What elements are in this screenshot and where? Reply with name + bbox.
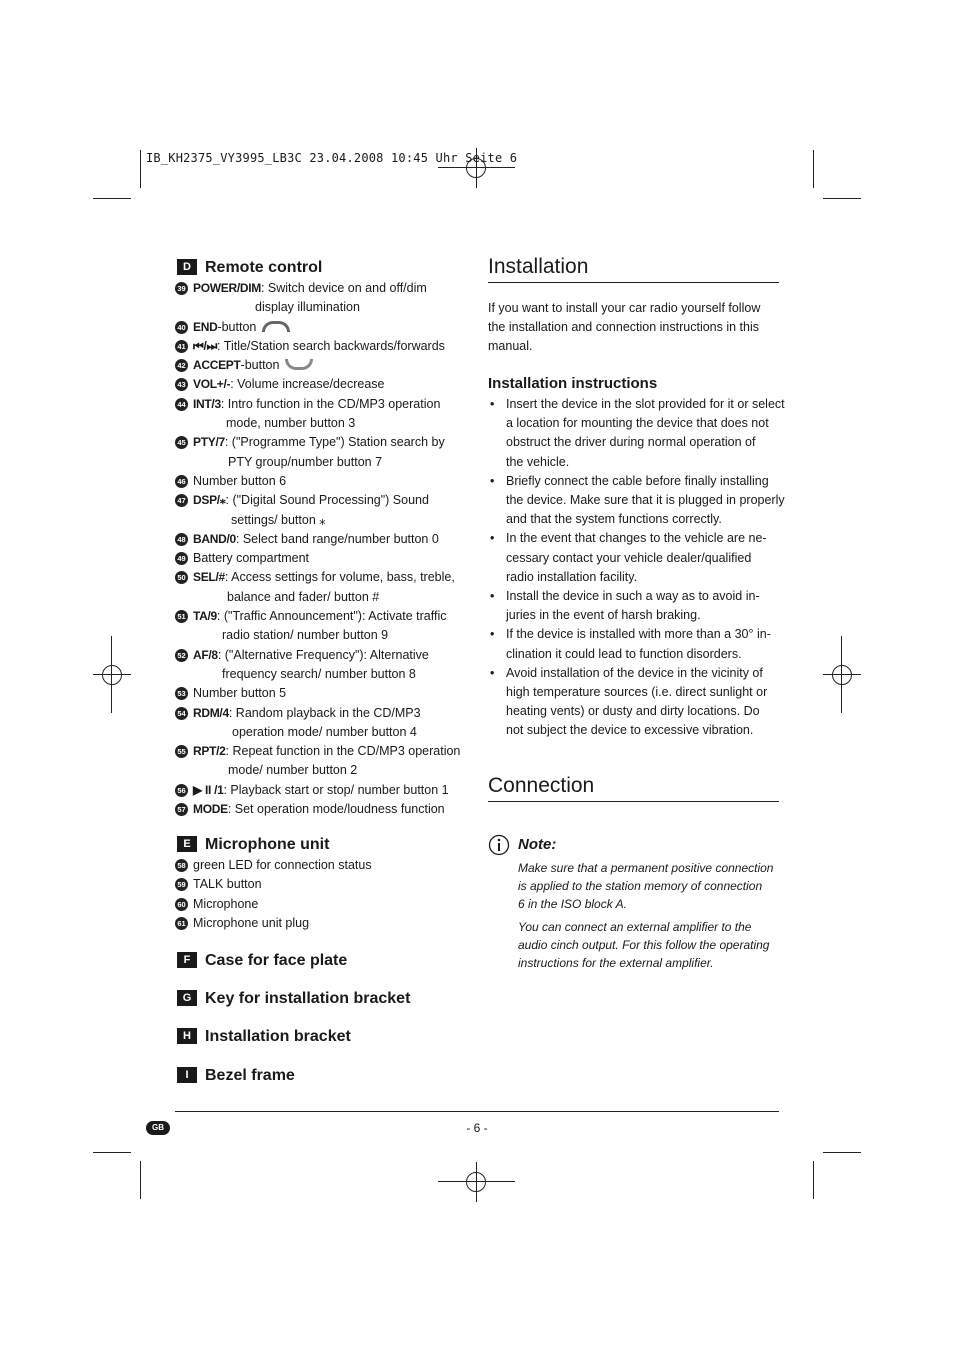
text-line: a location for mounting the device that does not [506,416,769,431]
list-item [175,491,475,510]
text-line: • If the device is installed with more than a 30° in- [488,625,779,644]
item-key: BAND/0 [193,531,236,546]
item-number: 40 [175,321,188,334]
bullet-item [488,529,779,587]
section-title: Bezel frame [205,1067,295,1084]
item-continuation: radio station/ number button 9 [222,628,389,643]
hang-up-phone-icon [262,321,290,332]
bullet-item [488,395,785,472]
item-number: 60 [175,898,188,911]
item-continuation: mode, number button 3 [226,416,356,431]
section-letter-h: H [177,1028,197,1044]
list-item [175,568,475,587]
item-number: 42 [175,359,188,372]
list-item [175,337,475,356]
item-text: : ("Digital Sound Processing") Sound [225,493,429,508]
section-title: Case for face plate [205,952,348,969]
list-item [175,875,475,894]
item-text: : Title/Station search backwards/forwards [217,338,445,353]
item-number: 50 [175,571,188,584]
item-number: 39 [175,282,188,295]
item-key: ⏮/⏭ [193,338,218,353]
item-text: : Set operation mode/loudness function [227,802,445,817]
installation-heading: Installation [488,255,589,278]
section-e-heading [177,836,329,854]
item-number: 58 [175,859,188,872]
text-line: radio installation facility. [506,569,638,584]
item-number: 51 [175,610,188,623]
list-item [175,472,475,491]
list-item [175,914,475,933]
text-line: Make sure that a permanent positive connection [518,861,774,875]
text-line: clination it could lead to function disorders. [506,646,742,661]
section-d-heading [177,259,322,277]
section-g-heading [177,990,410,1008]
item-number: 45 [175,436,188,449]
item-text: : Volume increase/decrease [230,377,385,392]
item-number: 54 [175,707,188,720]
microphone-list [175,856,475,933]
note-paragraph-1 [518,860,780,913]
section-letter-f: F [177,952,197,968]
item-key: AF/8 [193,647,218,662]
list-item [175,356,475,375]
text-line: juries in the event of harsh braking. [506,608,701,623]
item-continuation: settings/ button ⁎ [231,512,326,527]
section-letter-e: E [177,836,197,852]
item-key: VOL+/- [193,377,231,392]
item-key: END [193,319,218,334]
item-key: DSP/⁎ [193,493,226,508]
item-number: 59 [175,878,188,891]
list-item [175,607,475,626]
list-item [175,530,475,549]
installation-instructions-heading: Installation instructions [488,375,658,392]
text-line: heating vents) or dusty and dirty locations. Do [506,704,760,719]
section-f-heading [177,952,347,970]
item-text: : Select band range/number button 0 [235,531,439,546]
item-text: TALK button [193,877,262,892]
list-item [175,856,475,875]
connection-heading: Connection [488,774,595,797]
item-number: 46 [175,475,188,488]
text-line: You can connect an external amplifier to the [518,920,752,934]
item-text: : Random playback in the CD/MP3 [228,705,421,720]
section-i-heading [177,1067,295,1085]
item-text: Battery compartment [193,551,310,566]
item-text: : Playback start or stop/ number button 1 [223,782,449,797]
language-badge: GB [146,1121,170,1135]
bullet-item [488,472,785,530]
item-continuation: mode/ number button 2 [228,763,358,778]
item-continuation: balance and fader/ button # [227,589,380,604]
item-number: 53 [175,687,188,700]
installation-bullets [488,395,785,741]
bullet-item [488,664,779,741]
list-item [175,800,475,819]
text-line: the vehicle. [506,454,570,469]
section-title: Microphone unit [205,836,330,853]
item-number: 55 [175,745,188,758]
item-continuation: operation mode/ number button 4 [232,724,417,739]
list-item [175,742,475,761]
installation-intro [488,299,779,357]
item-number: 48 [175,533,188,546]
item-key: RDM/4 [193,705,229,720]
text-line: is applied to the station memory of connection [518,878,763,893]
item-number: 49 [175,552,188,565]
bullet-item [488,587,779,625]
item-number: 56 [175,784,188,797]
list-item [175,781,475,800]
item-key: INT/3 [193,396,221,411]
item-key: SEL/# [193,570,225,585]
section-letter-i: I [177,1067,197,1083]
item-key: ▶ II /1 [193,782,224,797]
item-continuation: frequency search/ number button 8 [222,666,416,681]
print-slug: IB_KH2375_VY3995_LB3C 23.04.2008 10:45 Uhr Seite 6 [146,151,518,165]
text-line: • Insert the device in the slot provided for it or select [488,395,779,414]
item-text: : Repeat function in the CD/MP3 operation [225,744,461,759]
text-line: manual. [488,339,533,354]
text-line: • Install the device in such a way as to avoid in- [488,587,779,606]
section-letter-d: D [177,259,197,275]
item-text: Microphone unit plug [193,915,310,930]
section-title: Installation bracket [205,1028,351,1045]
text-line: not subject the device to excessive vibration. [506,723,754,738]
list-item [175,646,475,665]
text-line: obstruct the driver during normal operation of [506,435,756,450]
section-title: Key for installation bracket [205,990,411,1007]
list-item [175,684,475,703]
list-item [175,549,475,568]
heading-rule [488,801,779,802]
list-item [175,318,475,337]
item-key: TA/9 [193,609,217,624]
info-icon [488,834,510,860]
item-key: PTY/7 [193,435,225,450]
bullet-item [488,625,779,663]
text-line: • In the event that changes to the vehicle are ne- [488,529,779,548]
section-title: Remote control [205,259,323,276]
item-text: : ("Traffic Announcement"): Activate traffic [216,609,447,624]
text-line: instructions for the external amplifier. [518,955,714,970]
item-continuation: display illumination [255,300,360,315]
heading-rule [488,282,779,283]
item-key: RPT/2 [193,744,226,759]
item-text: -button [217,319,257,334]
text-line: high temperature sources (i.e. direct sunlight or [506,685,768,700]
item-text: : ("Alternative Frequency"): Alternative [217,647,429,662]
text-line: audio cinch output. For this follow the operating [518,937,770,952]
list-item [175,704,475,723]
item-key: POWER/DIM [193,281,261,295]
item-key: ACCEPT [193,358,241,373]
item-number: 47 [175,494,188,507]
text-line: the device. Make sure that it is plugged in properly [506,493,785,508]
item-continuation: PTY group/number button 7 [228,454,383,469]
list-item [175,279,475,298]
item-text: -button [240,358,280,373]
accept-phone-icon [285,359,313,370]
text-line: 6 in the ISO block A. [518,896,627,911]
text-line: If you want to install your car radio yourself follow [488,301,761,315]
section-h-heading [177,1028,351,1046]
list-item [175,895,475,914]
list-item [175,395,475,414]
item-text: Number button 5 [193,686,287,701]
item-text: : Switch device on and off/dim [260,281,427,295]
item-text: Number button 6 [193,473,287,488]
list-item [175,375,475,394]
item-number: 41 [175,340,188,353]
text-line: and that the system functions correctly. [506,512,722,527]
list-item [175,433,475,452]
item-text: : Intro function in the CD/MP3 operation [220,396,441,411]
item-number: 44 [175,398,188,411]
item-number: 43 [175,378,188,391]
footer-rule [175,1111,779,1112]
item-key: MODE [193,802,228,817]
item-text: : ("Programme Type") Station search by [224,435,445,450]
text-line: • Avoid installation of the device in the vicinity of [488,664,779,683]
item-number: 61 [175,917,188,930]
item-number: 57 [175,803,188,816]
remote-control-list [175,279,475,819]
page-number: - 6 - [466,1121,488,1135]
note-label: Note: [518,836,557,853]
note-paragraph-2 [518,919,780,972]
text-line: cessary contact your vehicle dealer/qualified [506,550,752,565]
item-text: Microphone [193,896,259,911]
text-line: • Briefly connect the cable before finally installing [488,472,779,491]
section-letter-g: G [177,990,197,1006]
item-text: : Access settings for volume, bass, treble, [224,570,455,585]
item-text: green LED for connection status [193,858,372,872]
text-line: the installation and connection instructions in this [488,320,759,335]
item-number: 52 [175,649,188,662]
